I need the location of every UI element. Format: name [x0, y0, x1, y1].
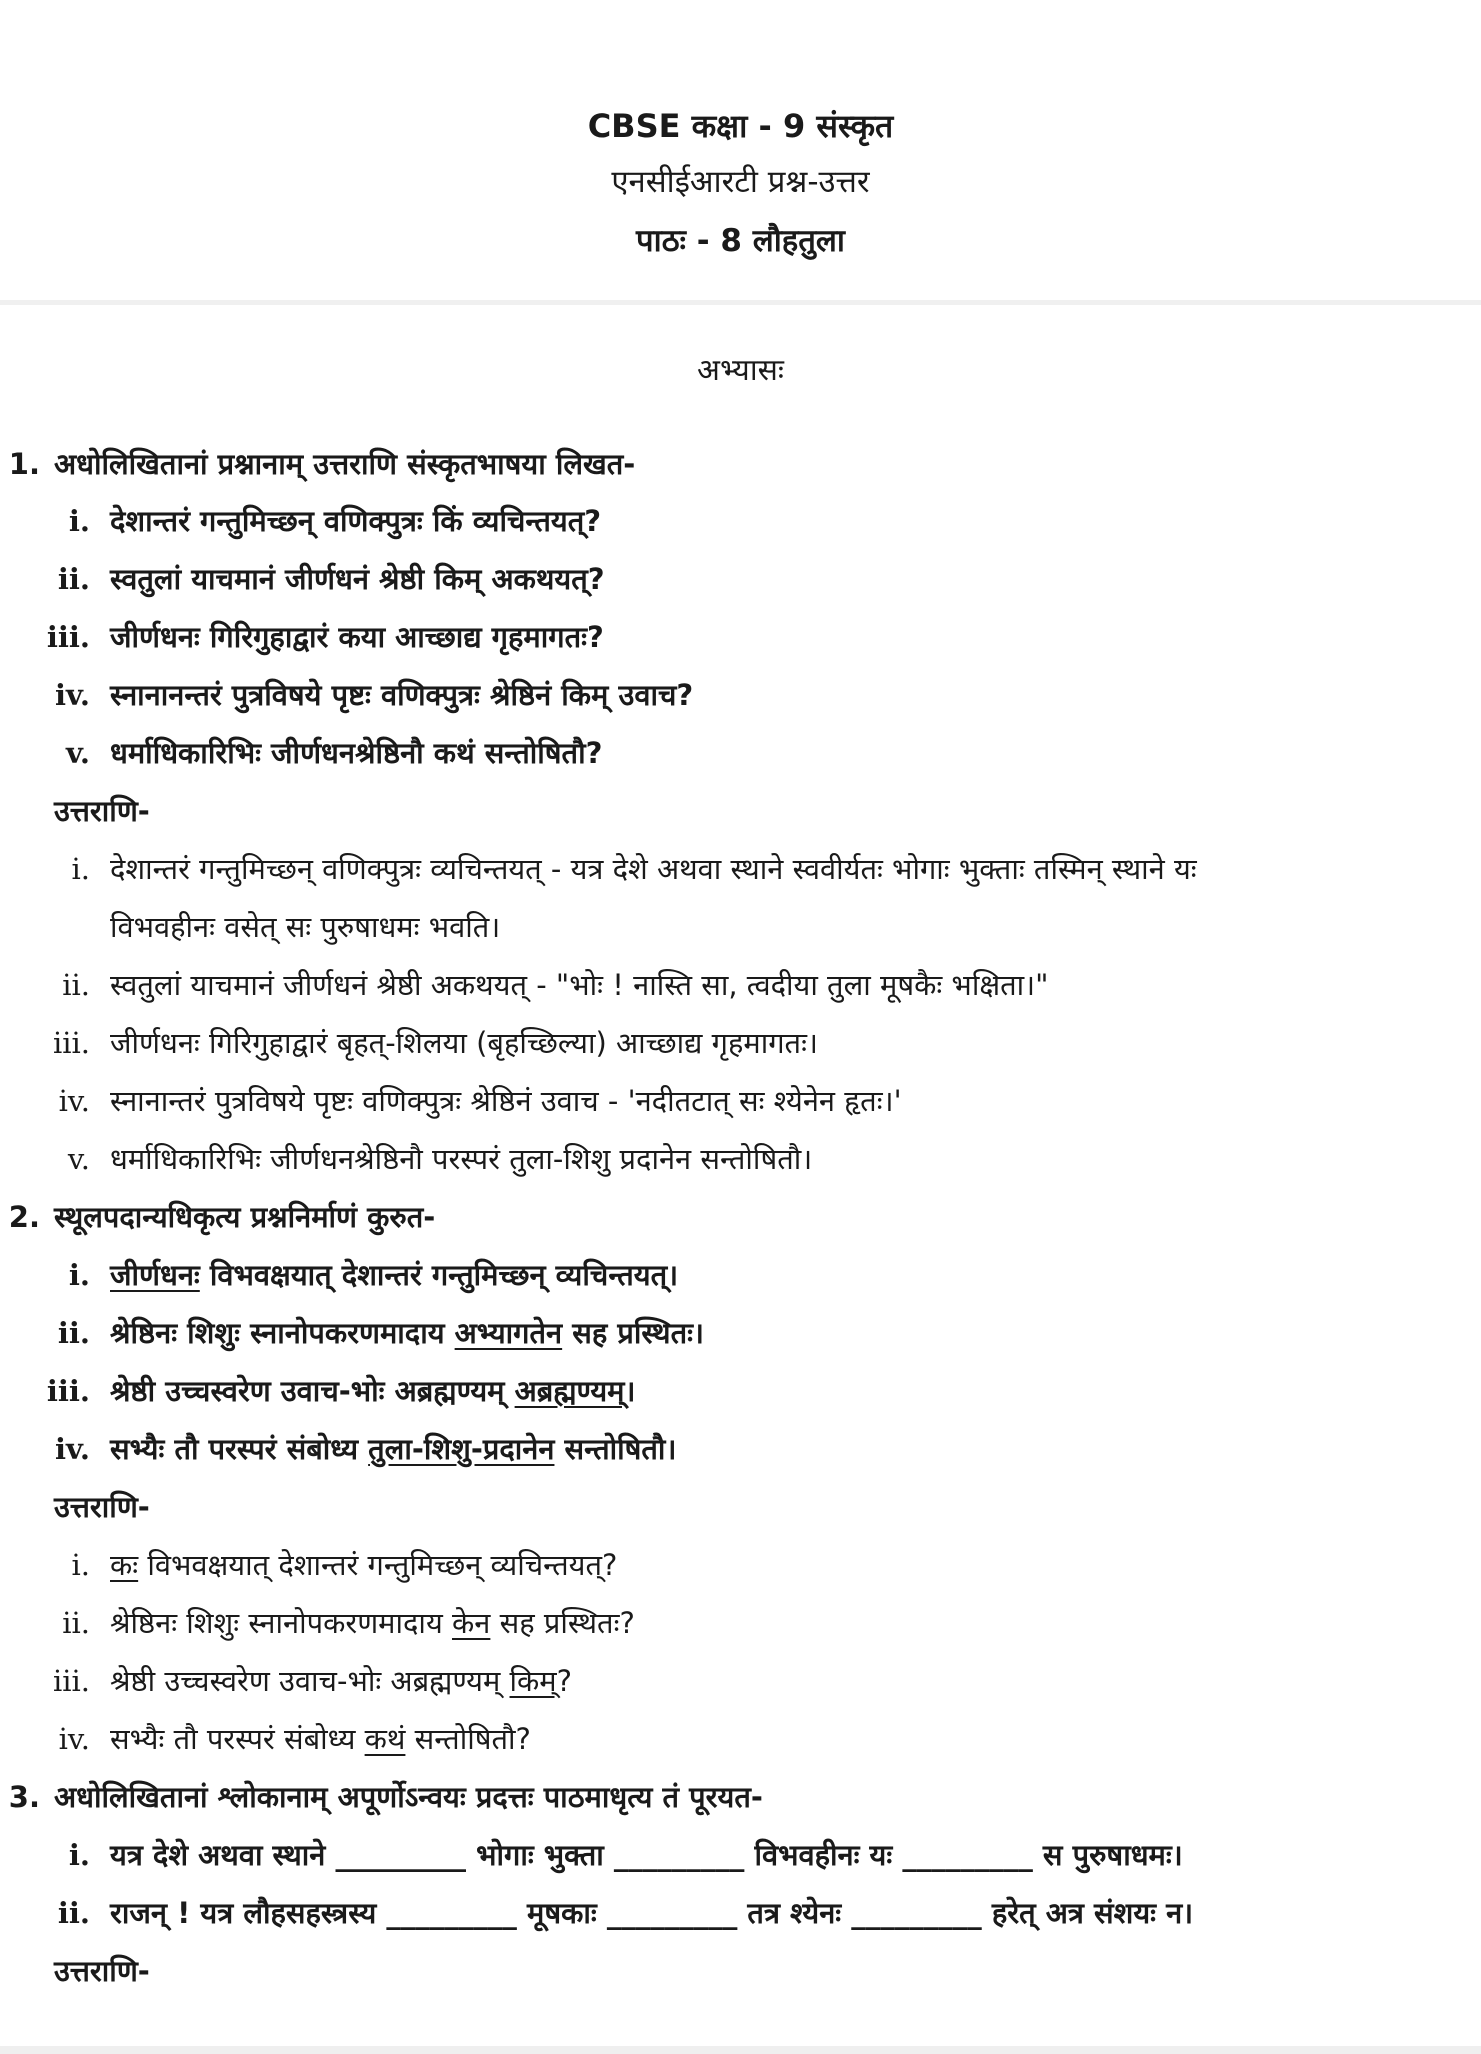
- item-text: श्रेष्ठी उच्चस्वरेण उवाच-भोः अब्रह्मण्यम्: [110, 1374, 515, 1408]
- item-text: जीर्णधनः गिरिगुहाद्वारं बृहत्-शिलया (बृहच्छिल्या) आच्छाद्य गृहमागतः।: [110, 1026, 818, 1060]
- item-text: श्रेष्ठी उच्चस्वरेण उवाच-भोः अब्रह्मण्यम्: [110, 1664, 510, 1698]
- item-text: ।: [624, 1374, 636, 1408]
- item-number: iv.: [54, 1432, 90, 1466]
- exercise-title: अभ्यासः: [697, 353, 784, 388]
- item-number: ii.: [57, 1896, 90, 1930]
- question-prompt: अधोलिखितानां प्रश्नानाम् उत्तराणि संस्कृतभाषया लिखत-: [54, 447, 636, 481]
- underlined-word: अब्रह्मण्यम्: [514, 1374, 625, 1408]
- item-number: i.: [71, 1548, 90, 1582]
- item-text: देशान्तरं गन्तुमिच्छन् वणिक्पुत्रः किं व्यचिन्तयत्?: [110, 504, 602, 538]
- item-number: v.: [67, 1142, 90, 1176]
- question-prompt: स्थूलपदान्यधिकृत्य प्रश्ननिर्माणं कुरुत-: [54, 1200, 436, 1234]
- item-text: धर्माधिकारिभिः जीर्णधनश्रेष्ठिनौ परस्परं तुला-शिशु प्रदानेन सन्तोषितौ।: [110, 1142, 813, 1176]
- answers-label: उत्तराणि-: [54, 1490, 150, 1524]
- item-text: सन्तोषितौ।: [554, 1432, 677, 1466]
- underlined-word: कः: [110, 1548, 139, 1582]
- item-text: धर्माधिकारिभिः जीर्णधनश्रेष्ठिनौ कथं सन्तोषितौ?: [110, 736, 603, 770]
- item-text: विभवहीनः वसेत् सः पुरुषाधमः भवति।: [110, 910, 501, 944]
- answers-label: उत्तराणि-: [54, 794, 150, 828]
- item-text: सन्तोषितौ?: [405, 1722, 531, 1756]
- item-number: iv.: [58, 1722, 90, 1756]
- item-number: ii.: [57, 562, 90, 596]
- item-text: श्रेष्ठिनः शिशुः स्नानोपकरणमादाय: [110, 1316, 455, 1350]
- item-number: iii.: [52, 1026, 90, 1060]
- item-text: यत्र देशे अथवा स्थाने _________ भोगाः भुक्ता _________ विभवहीनः यः _________ स पुरुषाधमः।: [110, 1838, 1183, 1872]
- item-number: i.: [71, 852, 90, 886]
- document-header: [0, 0, 1481, 300]
- underlined-word: जीर्णधनः: [110, 1258, 200, 1292]
- footer-divider: [0, 2046, 1481, 2054]
- item-text: विभवक्षयात् देशान्तरं गन्तुमिच्छन् व्यचिन्तयत्?: [138, 1548, 618, 1582]
- item-number: iii.: [46, 1374, 90, 1408]
- item-text: देशान्तरं गन्तुमिच्छन् वणिक्पुत्रः व्यचिन्तयत् - यत्र देशे अथवा स्थाने स्ववीर्यतः भोगाः भुक्ताः तस्मिन् स्थाने यः: [110, 852, 1197, 886]
- item-number: i.: [68, 504, 90, 538]
- item-text: विभवक्षयात् देशान्तरं गन्तुमिच्छन् व्यचिन्तयत्।: [199, 1258, 679, 1292]
- item-number: v.: [65, 736, 90, 770]
- underlined-word: कथं: [364, 1722, 406, 1756]
- item-text: स्वतुलां याचमानं जीर्णधनं श्रेष्ठी अकथयत् - "भोः ! नास्ति सा, त्वदीया तुला मूषकैः भक्षिता।": [110, 968, 1049, 1002]
- header-title: CBSE कक्षा - 9 संस्कृत: [587, 107, 894, 145]
- question-number: 2.: [8, 1200, 40, 1234]
- item-text: राजन् ! यत्र लौहसहस्त्रस्य _________ मूषकाः _________ तत्र श्येनः _________ हरेत् अत्र संशयः न।: [110, 1896, 1194, 1930]
- item-number: iv.: [54, 678, 90, 712]
- underlined-word: किम्: [509, 1664, 557, 1698]
- question-number: 1.: [8, 447, 40, 481]
- underlined-word: तुला-शिशु-प्रदानेन: [368, 1432, 555, 1466]
- item-text: ?: [556, 1664, 573, 1698]
- item-text: सह प्रस्थितः?: [490, 1606, 635, 1640]
- underlined-word: केन: [452, 1606, 491, 1640]
- item-number: ii.: [62, 1606, 90, 1640]
- item-number: i.: [68, 1258, 90, 1292]
- item-number: iv.: [58, 1084, 90, 1118]
- item-text: सभ्यैः तौ परस्परं संबोध्य: [110, 1432, 369, 1466]
- header-divider: [0, 300, 1481, 305]
- item-number: ii.: [62, 968, 90, 1002]
- item-number: iii.: [46, 620, 90, 654]
- item-text: श्रेष्ठिनः शिशुः स्नानोपकरणमादाय: [110, 1606, 452, 1640]
- item-number: i.: [68, 1838, 90, 1872]
- item-text: जीर्णधनः गिरिगुहाद्वारं कया आच्छाद्य गृहमागतः?: [110, 620, 604, 654]
- item-text: स्नानान्तरं पुत्रविषये पृष्टः वणिक्पुत्रः श्रेष्ठिनं उवाच - 'नदीतटात् सः श्येनेन हृतः।': [110, 1084, 902, 1118]
- item-number: ii.: [57, 1316, 90, 1350]
- answers-label: उत्तराणि-: [54, 1954, 150, 1988]
- item-text: स्नानानन्तरं पुत्रविषये पृष्टः वणिक्पुत्रः श्रेष्ठिनं किम् उवाच?: [110, 678, 694, 712]
- underlined-word: अभ्यागतेन: [454, 1316, 563, 1350]
- item-text: स्वतुलां याचमानं जीर्णधनं श्रेष्ठी किम् अकथयत्?: [110, 562, 605, 596]
- item-text: सह प्रस्थितः।: [562, 1316, 704, 1350]
- item-number: iii.: [52, 1664, 90, 1698]
- item-text: सभ्यैः तौ परस्परं संबोध्य: [110, 1722, 365, 1756]
- question-number: 3.: [8, 1780, 40, 1814]
- question-prompt: अधोलिखितानां श्लोकानाम् अपूर्णोऽन्वयः प्रदत्तः पाठमाधृत्य तं पूरयत-: [54, 1780, 763, 1814]
- header-subtitle: एनसीईआरटी प्रश्न-उत्तर: [611, 164, 870, 200]
- header-lesson: पाठः - 8 लौहतुला: [636, 223, 845, 259]
